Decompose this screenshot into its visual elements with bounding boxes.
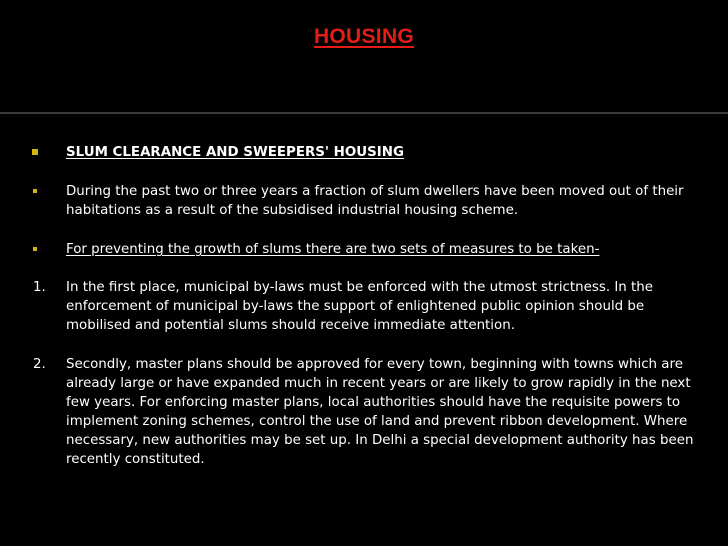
paragraph-text: In the first place, municipal by-laws must be enforced with the utmost strictness. In the enforcement of municipal by-laws the support of enlightened public opinion should be mobilised and potential slums should receive immediate attention. (66, 280, 654, 333)
list-number: 1. (33, 280, 46, 295)
measures-intro: For preventing the growth of slums there are two sets of measures to be taken- (66, 242, 600, 257)
square-bullet-icon (33, 189, 37, 193)
paragraph-text: Secondly, master plans should be approved for every town, beginning with towns which are already large or have expanded much in recent years or are likely to grow rapidly in the next few years. For enforcing master plans, local authorities should have the requisite powers to implement zoning schemes, control the use of land and prevent ribbon development. Where necessary, new authorities may be set up. In Delhi a special development authority has been recently constituted. (66, 357, 694, 467)
square-bullet-icon (32, 149, 38, 155)
slide-title-text: HOUSING (313, 25, 415, 48)
title-bar (0, 0, 728, 112)
square-bullet-icon (33, 247, 37, 251)
slide-title (0, 25, 728, 49)
section-heading: SLUM CLEARANCE AND SWEEPERS' HOUSING (66, 145, 404, 160)
slide-content (0, 114, 728, 546)
paragraph-text: During the past two or three years a fraction of slum dwellers have been moved out of their habitations as a result of the subsidised industrial housing scheme. (66, 184, 684, 218)
list-number: 2. (33, 357, 46, 372)
